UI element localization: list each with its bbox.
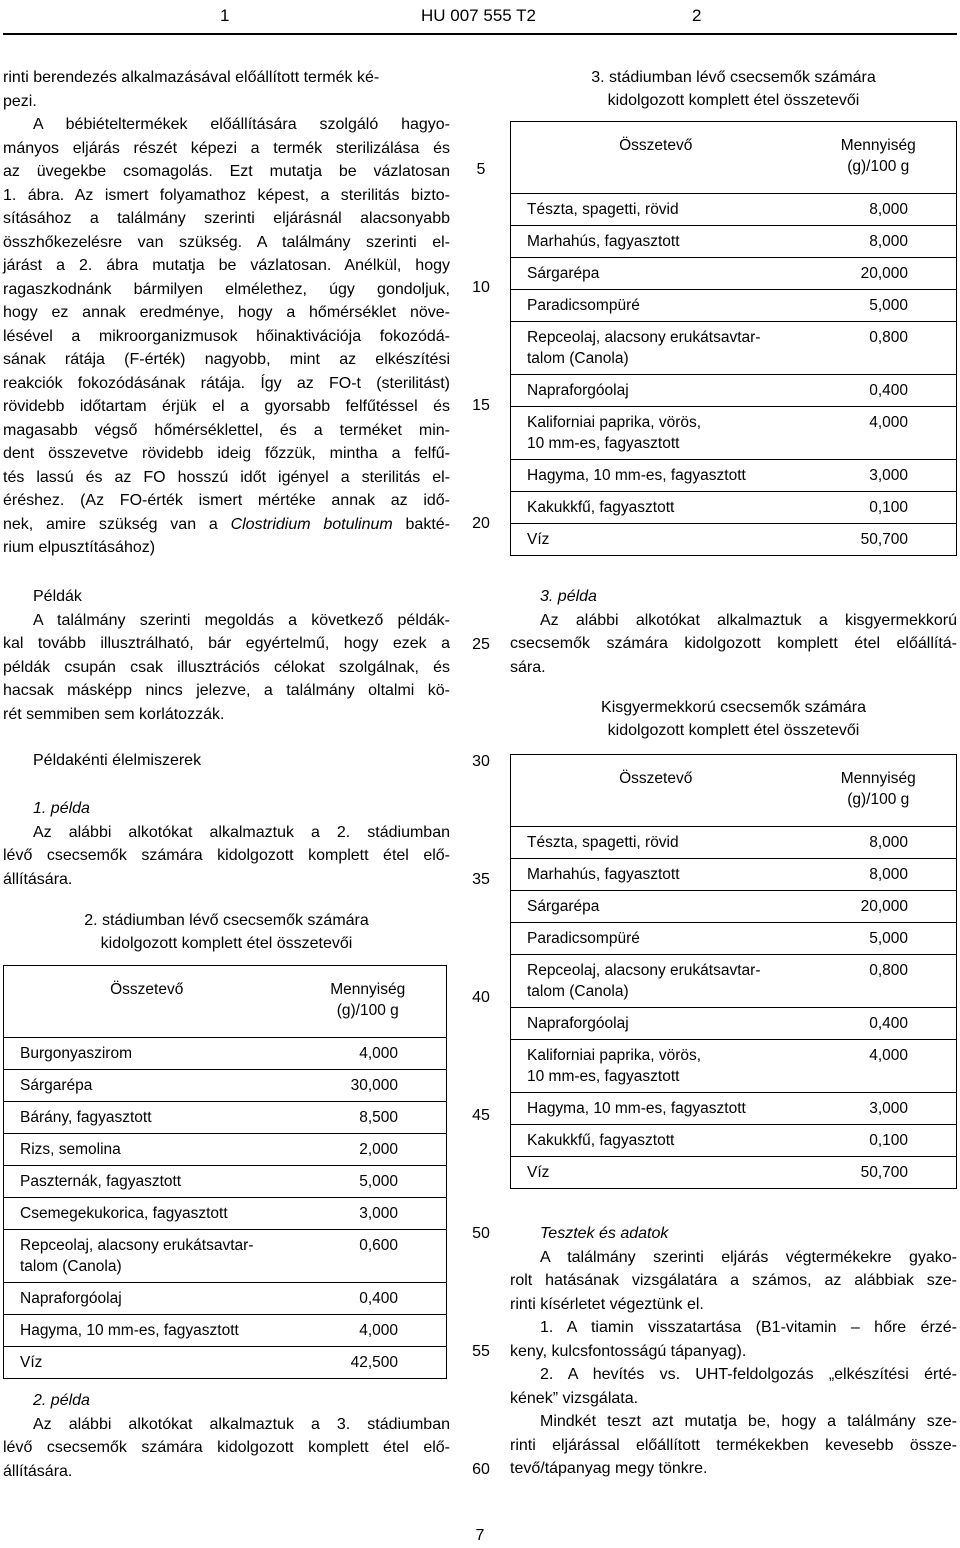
example2-section [3, 1389, 450, 1483]
ingredient-name: Kakukkfű, fagyasztott [511, 1125, 801, 1157]
foods-heading: Példakénti élelmiszerek [33, 752, 202, 769]
ingredient-amount: 42,500 [350, 1354, 398, 1371]
text-line: keny, kulcsfontosságú tápanyag). [510, 1342, 747, 1360]
example1-paragraph [3, 821, 450, 892]
text-line: állítására. [3, 1462, 73, 1480]
line-number: 55 [472, 1343, 490, 1360]
text-line: A találmány szerinti eljárás végtermékekre gyako- [540, 1248, 957, 1266]
table-row [511, 492, 957, 524]
ingredient-amount: 3,000 [801, 460, 957, 492]
text-line: Az alábbi alkotókat alkalmaztuk a kisgyermekkorú [540, 611, 957, 629]
ingredient-name: Tészta, spagetti, rövid [511, 827, 801, 859]
page-header [0, 4, 960, 26]
ingredient-name: Marhahús, fagyasztott [511, 226, 801, 258]
foods-section [3, 749, 450, 773]
ingredient-name: Tészta, spagetti, rövid [511, 194, 801, 226]
example3-section [510, 585, 957, 679]
text-line: állítására. [3, 870, 73, 888]
text-line: reakciók fokozódásának rátája. Így az FO-t (sterilitást) [3, 374, 450, 392]
text-line: lésével a mikroorganizmusok hőinaktivációja fokozódá- [3, 327, 450, 345]
ingredient-name: Repceolaj, alacsony erukátsavtar- talom (Canola) [511, 955, 801, 1008]
text-line: lévő csecsemők számára kidolgozott komplett étel elő- [3, 1439, 450, 1456]
ingredient-amount: 0,800 [801, 955, 957, 1008]
table2-header-ingredient: Összetevő [4, 966, 290, 1038]
ingredient-name: Napraforgóolaj [511, 1008, 801, 1040]
ingredient-amount: 4,000 [290, 1315, 447, 1347]
table-row [511, 375, 957, 407]
ingredient-name: Hagyma, 10 mm-es, fagyasztott [511, 1093, 801, 1125]
table4-ingredients [510, 754, 957, 1189]
ingredient-name: Víz [527, 1164, 550, 1181]
table-row [4, 1070, 447, 1102]
table-row [511, 1040, 957, 1093]
ingredient-name: Napraforgóolaj [511, 375, 801, 407]
table-row [4, 1347, 447, 1379]
ingredient-name: Bárány, fagyasztott [4, 1102, 290, 1134]
intro-line: pezi. [3, 92, 37, 110]
example2-heading: 2. példa [33, 1392, 90, 1409]
text-line: rolt hatásának vizsgálatára a számos, az alábbiak sze- [510, 1272, 957, 1289]
ingredient-amount: 50,700 [860, 531, 908, 548]
ingredient-name: Sárgarépa [511, 891, 801, 923]
ingredient-name: Csemegekukorica, fagyasztott [4, 1198, 290, 1230]
ingredient-amount: 50,700 [860, 1164, 908, 1181]
table-row [4, 1230, 447, 1283]
ingredient-amount: 8,000 [801, 859, 957, 891]
line-number: 30 [472, 753, 490, 770]
ingredient-amount: 5,000 [801, 923, 957, 955]
example1-section [3, 797, 450, 891]
table2-ingredients [3, 965, 447, 1379]
table-row [511, 1093, 957, 1125]
ingredient-name: Paradicsompüré [511, 923, 801, 955]
text-line: 1. A tiamin visszatartása (B1-vitamin – hőre érzé- [540, 1319, 957, 1336]
tests-section [510, 1222, 957, 1481]
text-line: A bébiételtermékek előállítására szolgáló hagyo- [33, 116, 450, 133]
text-line: összhőkezelésre van szükség. A találmány szerinti el- [3, 233, 450, 251]
text-line: Az alábbi alkotókat alkalmaztuk a 3. stádiumban [33, 1415, 450, 1433]
text-line: 1. ábra. Az ismert folyamathoz képest, a sterilitás bizto- [3, 186, 450, 204]
text-line: A találmány szerinti megoldás a következő példák- [33, 611, 450, 629]
text-line: rium elpusztításához) [3, 539, 156, 556]
table3-header-ingredient: Összetevő [511, 122, 801, 194]
table-row [511, 859, 957, 891]
ingredient-name: Kaliforniai paprika, vörös, 10 mm-es, fagyasztott [511, 407, 801, 460]
line-number: 40 [472, 989, 490, 1006]
table-row [511, 322, 957, 375]
text-line: csecsemők számára kidolgozott komplett étel előállítá- [510, 635, 957, 652]
table-row [511, 290, 957, 322]
ingredient-amount: 4,000 [290, 1038, 447, 1070]
text-line: nek, amire szükség van a Clostridium botulinum bakté- [3, 515, 451, 533]
ingredient-amount: 5,000 [290, 1166, 447, 1198]
ingredient-amount: 8,000 [801, 226, 957, 258]
ingredient-name: Kaliforniai paprika, vörös, 10 mm-es, fagyasztott [511, 1040, 801, 1093]
line-number: 15 [472, 397, 490, 414]
table-row [511, 827, 957, 859]
text-line: lévő csecsemők számára kidolgozott komplett étel elő- [3, 847, 450, 864]
table-row [4, 1315, 447, 1347]
text-line: kének” vizsgálata. [510, 1389, 639, 1407]
text-line: hacsak másképp nincs jelezve, a találmány oltalmi kö- [3, 682, 450, 699]
page-number: 7 [475, 1527, 485, 1544]
examples-section [3, 585, 450, 726]
header-right-page-number: 2 [692, 6, 702, 25]
table-row [511, 1157, 957, 1189]
text-line: sításához a találmány szerinti eljárásnál alacsonyabb [3, 210, 450, 227]
table2-title: 2. stádiumban lévő csecsemők számára kidolgozott komplett étel összetevői [84, 912, 369, 952]
table3-title: 3. stádiumban lévő csecsemők számára kidolgozott komplett étel összetevői [591, 69, 876, 109]
ingredient-name: Paradicsompüré [511, 290, 801, 322]
text-line: az üvegekbe csomagolás. Ezt mutatja be vázlatosan [3, 163, 450, 180]
ingredient-amount: 8,000 [801, 194, 957, 226]
table2-header-amount: Mennyiség (g)/100 g [290, 966, 447, 1038]
ingredient-name: Paszternák, fagyasztott [4, 1166, 290, 1198]
ingredient-amount: 0,400 [801, 375, 957, 407]
line-number: 50 [472, 1225, 490, 1242]
ingredient-amount: 5,000 [801, 290, 957, 322]
line-number: 35 [472, 871, 490, 888]
table-row [511, 955, 957, 1008]
text-line: sának rátája (F-érték) nagyobb, mint az elkészítési [3, 351, 450, 368]
tests-paragraph [510, 1246, 957, 1317]
ingredient-amount: 0,800 [801, 322, 957, 375]
ingredient-name: Víz [527, 531, 550, 548]
text-line: dent összevetve rövidebb ideig főzzük, mintha a felfű- [3, 445, 450, 462]
table-row [511, 194, 957, 226]
intro-line: rinti berendezés alkalmazásával előállított termék ké- [3, 69, 380, 86]
ingredient-amount: 20,000 [801, 258, 957, 290]
ingredient-amount: 8,000 [801, 827, 957, 859]
table-row [4, 1038, 447, 1070]
ingredient-amount: 4,000 [801, 1040, 957, 1093]
table4-header-ingredient: Összetevő [511, 755, 801, 827]
line-number: 20 [472, 515, 490, 532]
line-number: 45 [472, 1107, 490, 1124]
text-line: rinti eljárással előállított termékekben kevesebb össze- [510, 1436, 957, 1454]
table-row [511, 226, 957, 258]
line-number: 60 [472, 1461, 490, 1478]
ingredient-amount: 3,000 [290, 1198, 447, 1230]
ingredient-name: Kakukkfű, fagyasztott [511, 492, 801, 524]
ingredient-amount: 8,500 [290, 1102, 447, 1134]
ingredient-amount: 4,000 [801, 407, 957, 460]
examples-paragraph [3, 609, 450, 727]
ingredient-amount: 0,400 [290, 1283, 447, 1315]
ingredient-name: Hagyma, 10 mm-es, fagyasztott [4, 1315, 290, 1347]
text-line: 2. A hevítés vs. UHT-feldolgozás „elkészítési érté- [540, 1366, 957, 1383]
example2-paragraph [3, 1413, 450, 1484]
ingredient-amount: 0,100 [801, 492, 957, 524]
table-row [511, 1008, 957, 1040]
text-line: rét semmiben sem korlátozzák. [3, 705, 225, 723]
table-row [511, 1125, 957, 1157]
ingredient-amount: 30,000 [290, 1070, 447, 1102]
table3-ingredients [510, 121, 957, 556]
text-line: tés lassú és az FO hosszú időt igényel a sterilitás el- [3, 468, 450, 486]
table-row [511, 407, 957, 460]
table-row [511, 524, 957, 556]
examples-heading: Példák [33, 588, 82, 605]
text-line: magasabb végső hőmérséklettel, és a terméket min- [3, 421, 450, 439]
organism-name: Clostridium botulinum [230, 515, 393, 533]
table-row [511, 891, 957, 923]
text-line: sára. [510, 658, 546, 676]
tests-result-paragraph [510, 1410, 957, 1481]
intro-paragraph [3, 113, 450, 560]
ingredient-name: Repceolaj, alacsony erukátsavtar- talom (Canola) [511, 322, 801, 375]
table-row [511, 460, 957, 492]
text-line: rövidebb időtartam érjük el a gyorsabb felfűtéssel és [3, 398, 450, 415]
text-line: mányos eljárás részét képezi a termék sterilizálása és [3, 139, 450, 157]
example1-heading: 1. példa [33, 800, 90, 817]
table4-header-amount: Mennyiség (g)/100 g [801, 755, 957, 827]
text-line: ragaszkodnánk bármilyen elmélethez, úgy gondoljuk, [3, 280, 450, 298]
table4-title: Kisgyermekkorú csecsemők számára kidolgozott komplett étel összetevői [601, 699, 866, 739]
ingredient-amount: 2,000 [290, 1134, 447, 1166]
test1-paragraph [510, 1316, 957, 1363]
text-line: rinti kísérletet végeztünk el. [510, 1295, 704, 1313]
ingredient-name: Rizs, semolina [4, 1134, 290, 1166]
ingredient-name: Marhahús, fagyasztott [511, 859, 801, 891]
text-line: példák csupán csak illusztrációs célokat szolgálnak, és [3, 658, 450, 676]
ingredient-amount: 3,000 [801, 1093, 957, 1125]
line-number: 10 [472, 279, 490, 296]
line-number: 25 [472, 636, 490, 653]
text-line: járást a 2. ábra mutatja be vázlatosan. Anélkül, hogy [3, 257, 450, 274]
text-line: éréshez. (Az FO-érték ismert mértéke annak az idő- [3, 492, 450, 509]
header-rule [3, 33, 957, 35]
ingredient-amount: 0,600 [290, 1230, 447, 1283]
table-row [511, 923, 957, 955]
table-row [4, 1283, 447, 1315]
text-line: hogy ez annak eredménye, hogy a hőmérséklet növe- [3, 304, 450, 321]
tests-heading: Tesztek és adatok [540, 1225, 669, 1242]
table-row [4, 1102, 447, 1134]
example3-paragraph [510, 609, 957, 680]
ingredient-name: Hagyma, 10 mm-es, fagyasztott [511, 460, 801, 492]
text-line: Mindkét teszt azt mutatja be, hogy a találmány sze- [540, 1413, 957, 1430]
header-left-page-number: 1 [220, 6, 230, 25]
ingredient-name: Napraforgóolaj [4, 1283, 290, 1315]
ingredient-name: Repceolaj, alacsony erukátsavtar- talom (Canola) [4, 1230, 290, 1283]
header-document-id: HU 007 555 T2 [421, 6, 536, 25]
text-line: Az alábbi alkotókat alkalmaztuk a 2. stádiumban [33, 823, 450, 841]
table-row [4, 1166, 447, 1198]
left-intro [3, 66, 450, 560]
ingredient-name: Víz [20, 1354, 43, 1371]
text-line: tevő/tápanyag megy tönkre. [510, 1460, 708, 1477]
example3-heading: 3. példa [540, 588, 597, 605]
ingredient-name: Sárgarépa [4, 1070, 290, 1102]
table-row [4, 1134, 447, 1166]
ingredient-name: Sárgarépa [511, 258, 801, 290]
ingredient-amount: 0,400 [801, 1008, 957, 1040]
ingredient-amount: 0,100 [801, 1125, 957, 1157]
table-row [4, 1198, 447, 1230]
ingredient-name: Burgonyaszirom [4, 1038, 290, 1070]
line-number: 5 [476, 161, 486, 178]
table3-header-amount: Mennyiség (g)/100 g [801, 122, 957, 194]
ingredient-amount: 20,000 [801, 891, 957, 923]
text-line: kal tovább illusztrálható, bár egyértelmű, hogy ezek a [3, 635, 450, 652]
table-row [511, 258, 957, 290]
test2-paragraph [510, 1363, 957, 1410]
